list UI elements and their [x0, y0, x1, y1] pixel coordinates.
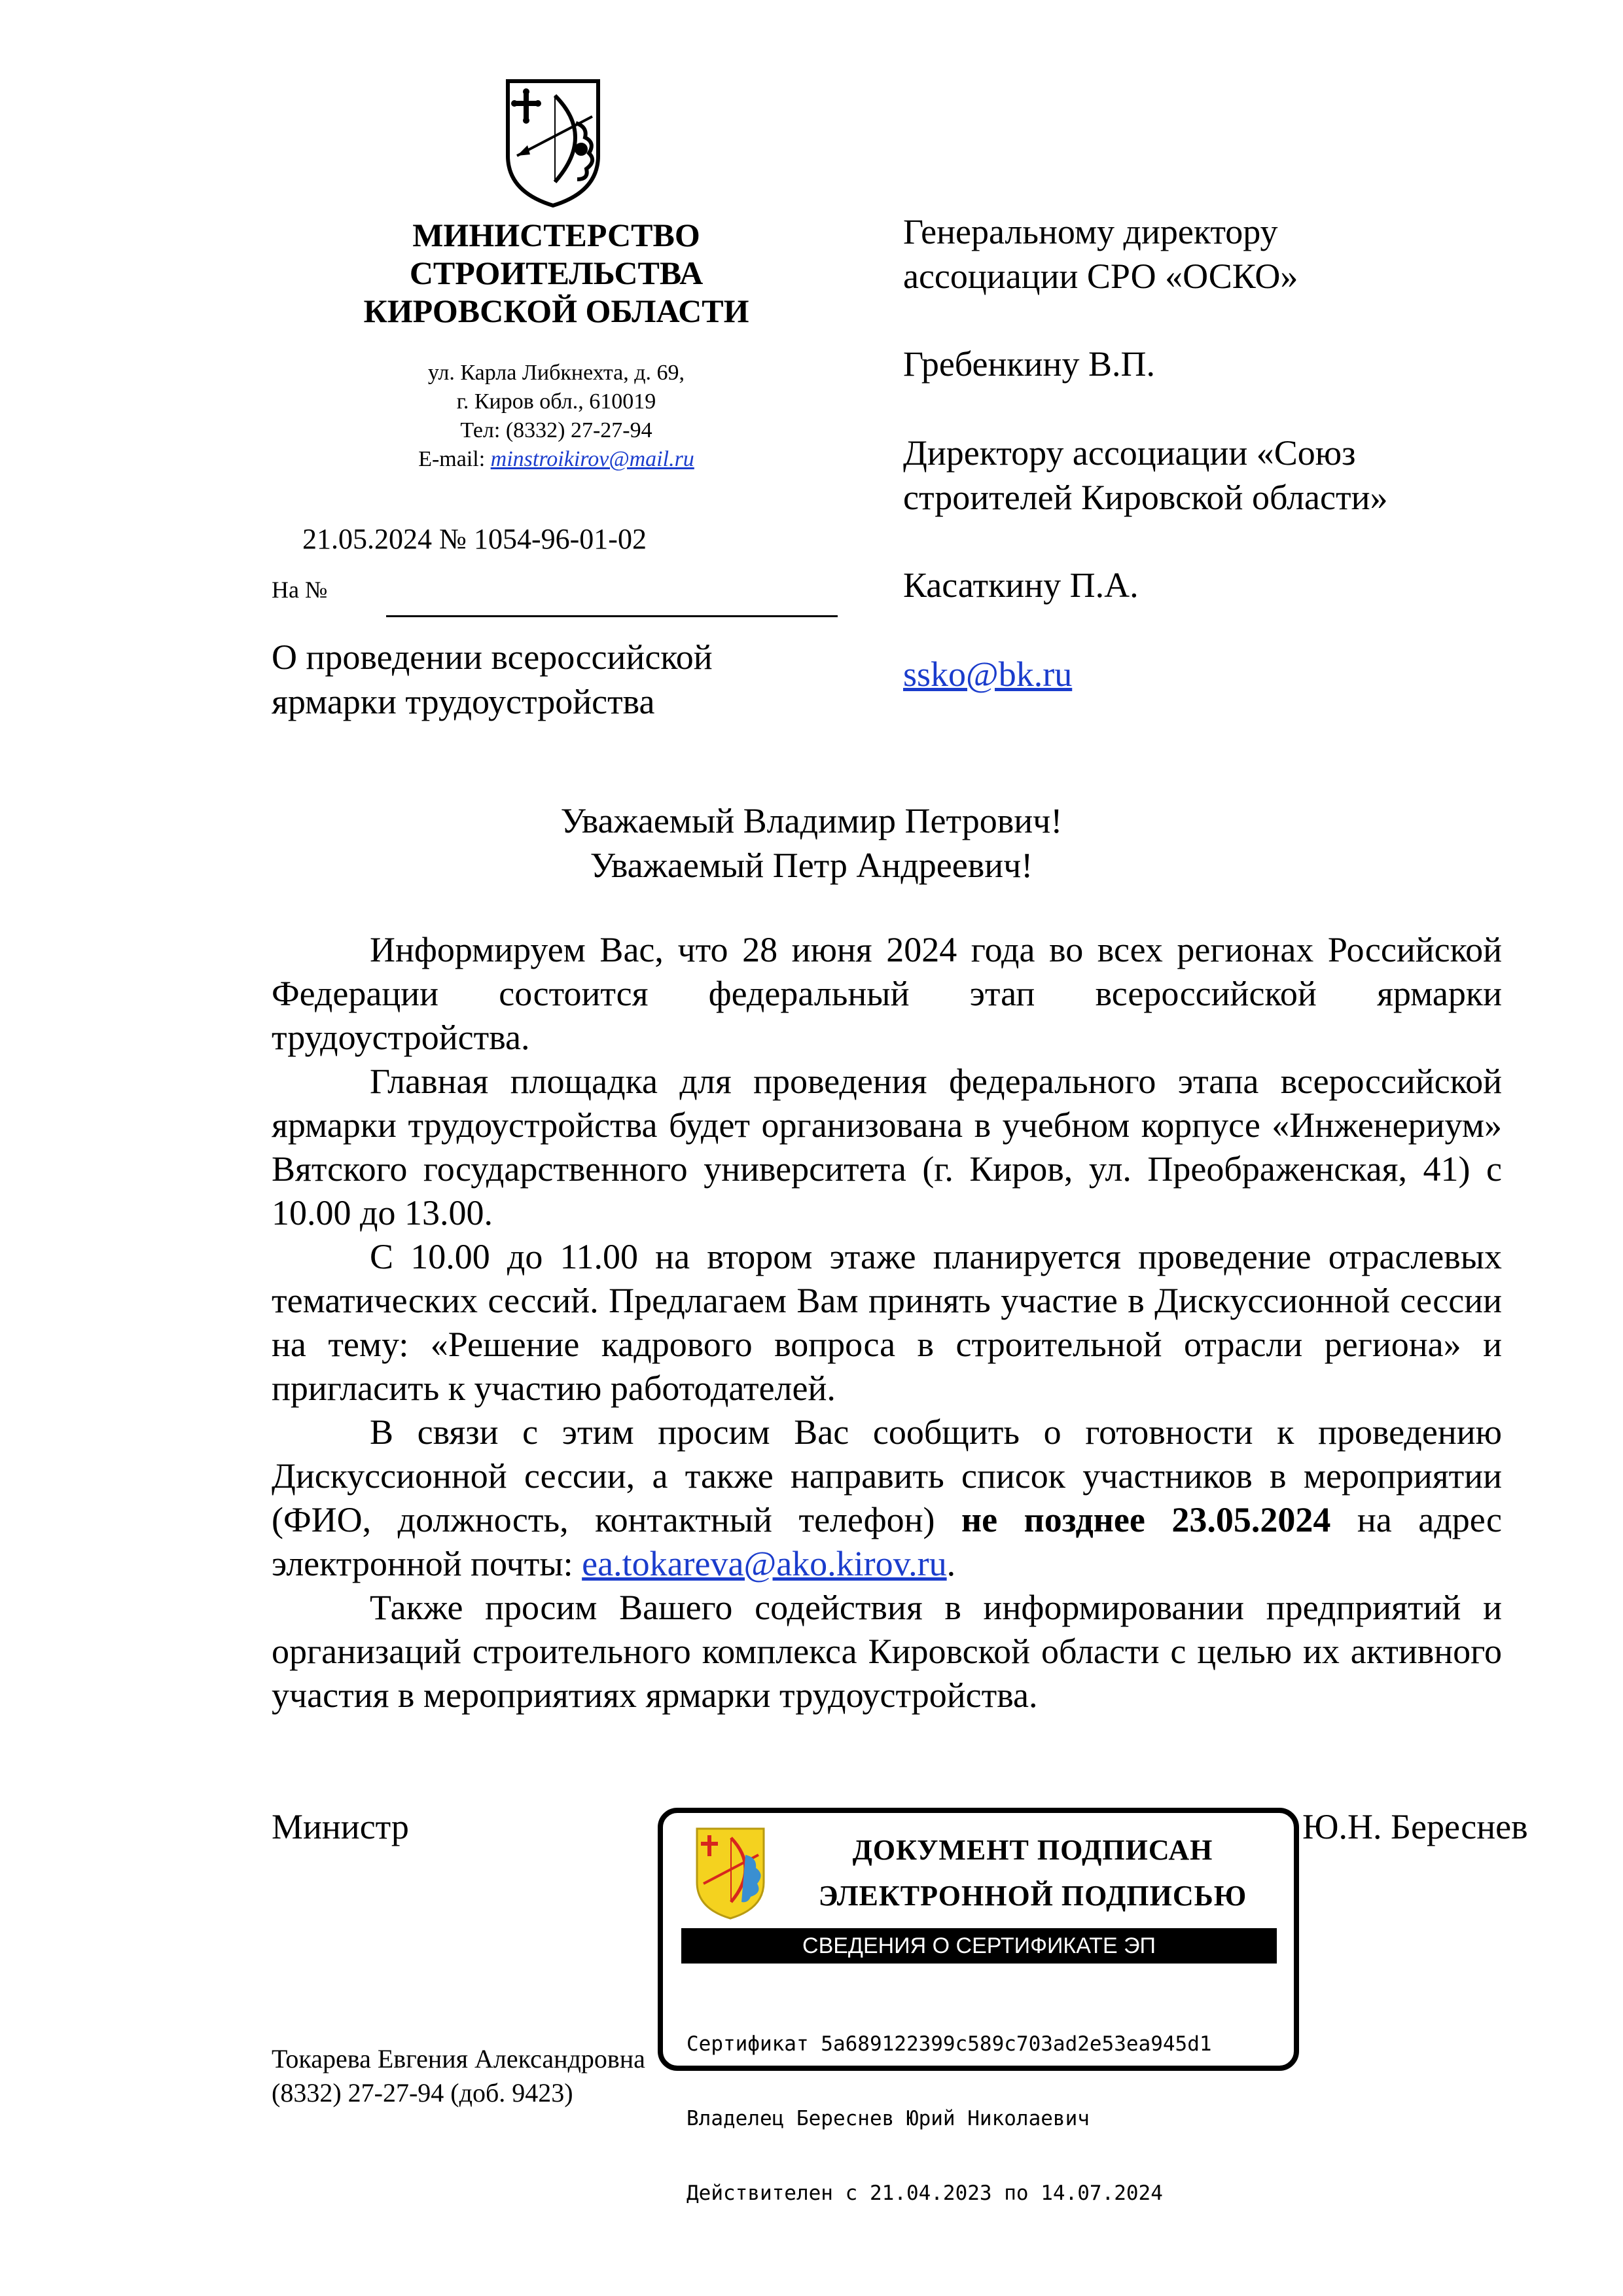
certificate-info [687, 1982, 1289, 2255]
addressee-email [903, 652, 1558, 696]
subject-line: О проведении всероссийской [272, 637, 713, 677]
greeting-line: Уважаемый Петр Андреевич! [590, 846, 1033, 885]
sender-phone: Тел: (8332) 27-27-94 [460, 418, 652, 442]
ministry-name [275, 216, 838, 330]
addressee-second-position [903, 431, 1558, 520]
stamp-title-line: ЭЛЕКТРОННОЙ ПОДПИСЬЮ [818, 1880, 1247, 1912]
executor-name: Токарева Евгения Александровна [272, 2044, 645, 2073]
sender-email-link[interactable]: minstroikirov@mail.ru [490, 447, 694, 471]
certificate-number: Сертификат 5a689122399c589c703ad2e53ea945d1 [687, 2032, 1212, 2056]
addressee-line: строителей Кировской области» [903, 478, 1388, 517]
ministry-name-line: КИРОВСКОЙ ОБЛАСТИ [363, 293, 749, 329]
certificate-info-bar: СВЕДЕНИЯ О СЕРТИФИКАТЕ ЭП [681, 1928, 1277, 1964]
body-paragraph: С 10.00 до 11.00 на втором этаже планируется проведение отраслевых тематических сессий. Предлагаем Вам принять участие в Дискуссионной сессии на тему: «Решение кадрового вопроса в строительной отрасли региона» и пригласить к участию работодателей. [272, 1237, 1502, 1408]
addressee-line: Директору ассоциации «Союз [903, 433, 1356, 473]
contact-email-link[interactable]: ea.tokareva@ako.kirov.ru [582, 1544, 947, 1583]
greeting-line: Уважаемый Владимир Петрович! [560, 801, 1063, 840]
ministry-name-line: МИНИСТЕРСТВО [412, 217, 700, 253]
deadline-bold: не позднее 23.05.2024 [961, 1500, 1331, 1539]
body-paragraph: Также просим Вашего содействия в информировании предприятий и организаций строительного комплекса Кировской области с целью их активного участия в мероприятиях ярмарки трудоустройства. [272, 1588, 1502, 1715]
executor-phone: (8332) 27-27-94 (доб. 9423) [272, 2078, 573, 2108]
addressee-email-link[interactable]: ssko@bk.ru [903, 655, 1073, 694]
subject-line: ярмарки трудоустройства [272, 682, 655, 721]
reply-to-blank-line [386, 615, 838, 617]
stamp-title-line: ДОКУМЕНТ ПОДПИСАН [852, 1834, 1213, 1866]
body-paragraph [272, 1410, 1502, 1586]
letter-body [272, 928, 1502, 1717]
kirov-coat-of-arms-color-icon [694, 1826, 766, 1921]
letter-subject [272, 635, 769, 724]
address-city: г. Киров обл., 610019 [456, 389, 656, 414]
addressee-line: Генеральному директору [903, 212, 1278, 251]
signature-name: Ю.Н. Береснев [1302, 1807, 1528, 1846]
body-paragraph: Главная площадка для проведения федерального этапа всероссийской ярмарки трудоустройства будет организована в учебном корпусе «Инженериум» Вятского государственного университета (г. Киров, ул. Преображенская, 41) с 10.00 до 13.00. [272, 1062, 1502, 1232]
reply-to-label: На № [272, 577, 328, 603]
body-text-span: на адрес электронной почты: [272, 1500, 1502, 1583]
kirov-coat-of-arms-icon [504, 77, 602, 208]
executor-info [272, 2042, 645, 2110]
signature-title: Министр [272, 1807, 409, 1846]
addressee-first-position [903, 209, 1558, 298]
addressee-first-name: Гребенкину В.П. [903, 344, 1155, 384]
certificate-validity: Действителен с 21.04.2023 по 14.07.2024 [687, 2181, 1163, 2205]
email-label: E-mail: [418, 447, 491, 471]
sender-address [275, 359, 838, 474]
certificate-owner: Владелец Береснев Юрий Николаевич [687, 2107, 1090, 2130]
electronic-signature-stamp [658, 1808, 1299, 2205]
sender-email-line [275, 445, 838, 474]
stamp-title [774, 1827, 1291, 1919]
body-text-span: В связи с этим просим Вас сообщить о готовности к проведению Дискуссионной сессии, а также направить список участников в мероприятии (ФИО, должность, контактный телефон) [272, 1412, 1502, 1539]
addressee-line: ассоциации СРО «ОСКО» [903, 257, 1298, 296]
address-street: ул. Карла Либкнехта, д. 69, [427, 361, 685, 385]
body-text-span: . [946, 1544, 956, 1583]
addressee-second-name: Касаткину П.А. [903, 565, 1139, 605]
registration-date-number: 21.05.2024 № 1054-96-01-02 [302, 523, 647, 555]
greeting [0, 798, 1623, 888]
ministry-name-line: СТРОИТЕЛЬСТВА [409, 255, 704, 291]
body-paragraph: Информируем Вас, что 28 июня 2024 года во всех регионах Российской Федерации состоится федеральный этап всероссийской ярмарки трудоустройства. [272, 930, 1502, 1057]
